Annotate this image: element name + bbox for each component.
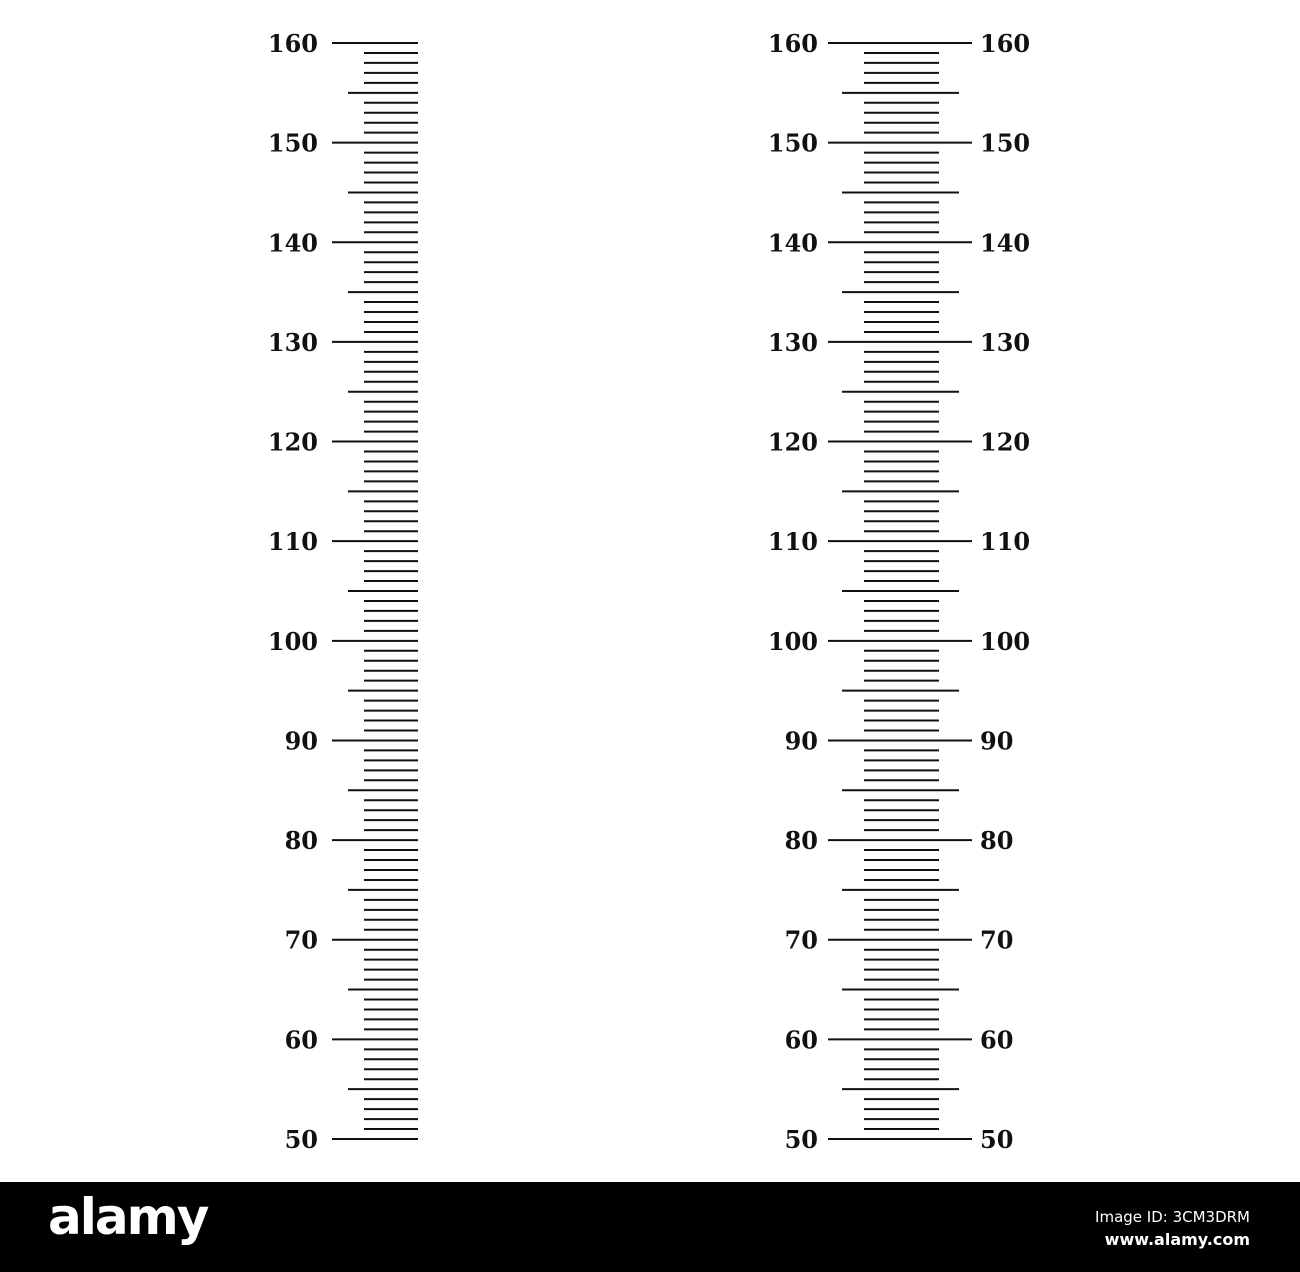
tick-label-left-left-80: 80	[284, 826, 318, 856]
tick-label-left-left-160: 160	[267, 29, 318, 58]
tick-label-left-left-130: 130	[267, 327, 318, 357]
ruler-right	[768, 29, 1030, 1154]
tick-label-left-left-90: 90	[284, 726, 318, 756]
tick-label-right-right-50: 50	[980, 1125, 1014, 1154]
tick-label-left-left-60: 60	[284, 1025, 318, 1055]
tick-label-right-right-150: 150	[980, 128, 1031, 158]
tick-label-left-left-120: 120	[267, 427, 318, 457]
ruler-left	[268, 29, 418, 1154]
tick-label-right-left-120: 120	[767, 427, 818, 457]
tick-label-right-left-80: 80	[784, 826, 818, 856]
tick-label-right-left-50: 50	[784, 1125, 818, 1154]
tick-label-right-right-140: 140	[980, 228, 1031, 258]
tick-label-right-right-110: 110	[980, 527, 1031, 557]
tick-label-left-left-110: 110	[267, 527, 318, 557]
tick-label-right-left-70: 70	[784, 925, 818, 955]
tick-label-right-right-100: 100	[980, 626, 1031, 656]
tick-label-right-right-80: 80	[980, 826, 1014, 856]
tick-label-right-left-150: 150	[767, 128, 818, 158]
tick-label-right-left-90: 90	[784, 726, 818, 756]
tick-label-right-left-110: 110	[767, 527, 818, 557]
tick-label-right-left-160: 160	[767, 29, 818, 58]
tick-label-right-right-70: 70	[980, 925, 1014, 955]
site-url-link[interactable]: www.alamy.com	[1104, 1230, 1250, 1249]
tick-label-left-left-100: 100	[267, 626, 318, 656]
tick-label-right-right-90: 90	[980, 726, 1014, 756]
tick-label-left-left-140: 140	[267, 228, 318, 258]
tick-label-right-left-140: 140	[767, 228, 818, 258]
tick-label-right-right-130: 130	[980, 327, 1031, 357]
alamy-logo[interactable]: alamy	[48, 1188, 208, 1246]
tick-label-right-right-120: 120	[980, 427, 1031, 457]
tick-label-right-right-60: 60	[980, 1025, 1014, 1055]
tick-label-left-left-70: 70	[284, 925, 318, 955]
footer-bar	[0, 1182, 1300, 1272]
image-id-text: Image ID: 3CM3DRM	[1095, 1208, 1250, 1226]
tick-label-right-right-160: 160	[980, 29, 1031, 58]
tick-label-right-left-60: 60	[784, 1025, 818, 1055]
tick-label-left-left-150: 150	[267, 128, 318, 158]
tick-label-right-left-100: 100	[767, 626, 818, 656]
tick-label-left-left-50: 50	[284, 1125, 318, 1154]
tick-label-right-left-130: 130	[767, 327, 818, 357]
